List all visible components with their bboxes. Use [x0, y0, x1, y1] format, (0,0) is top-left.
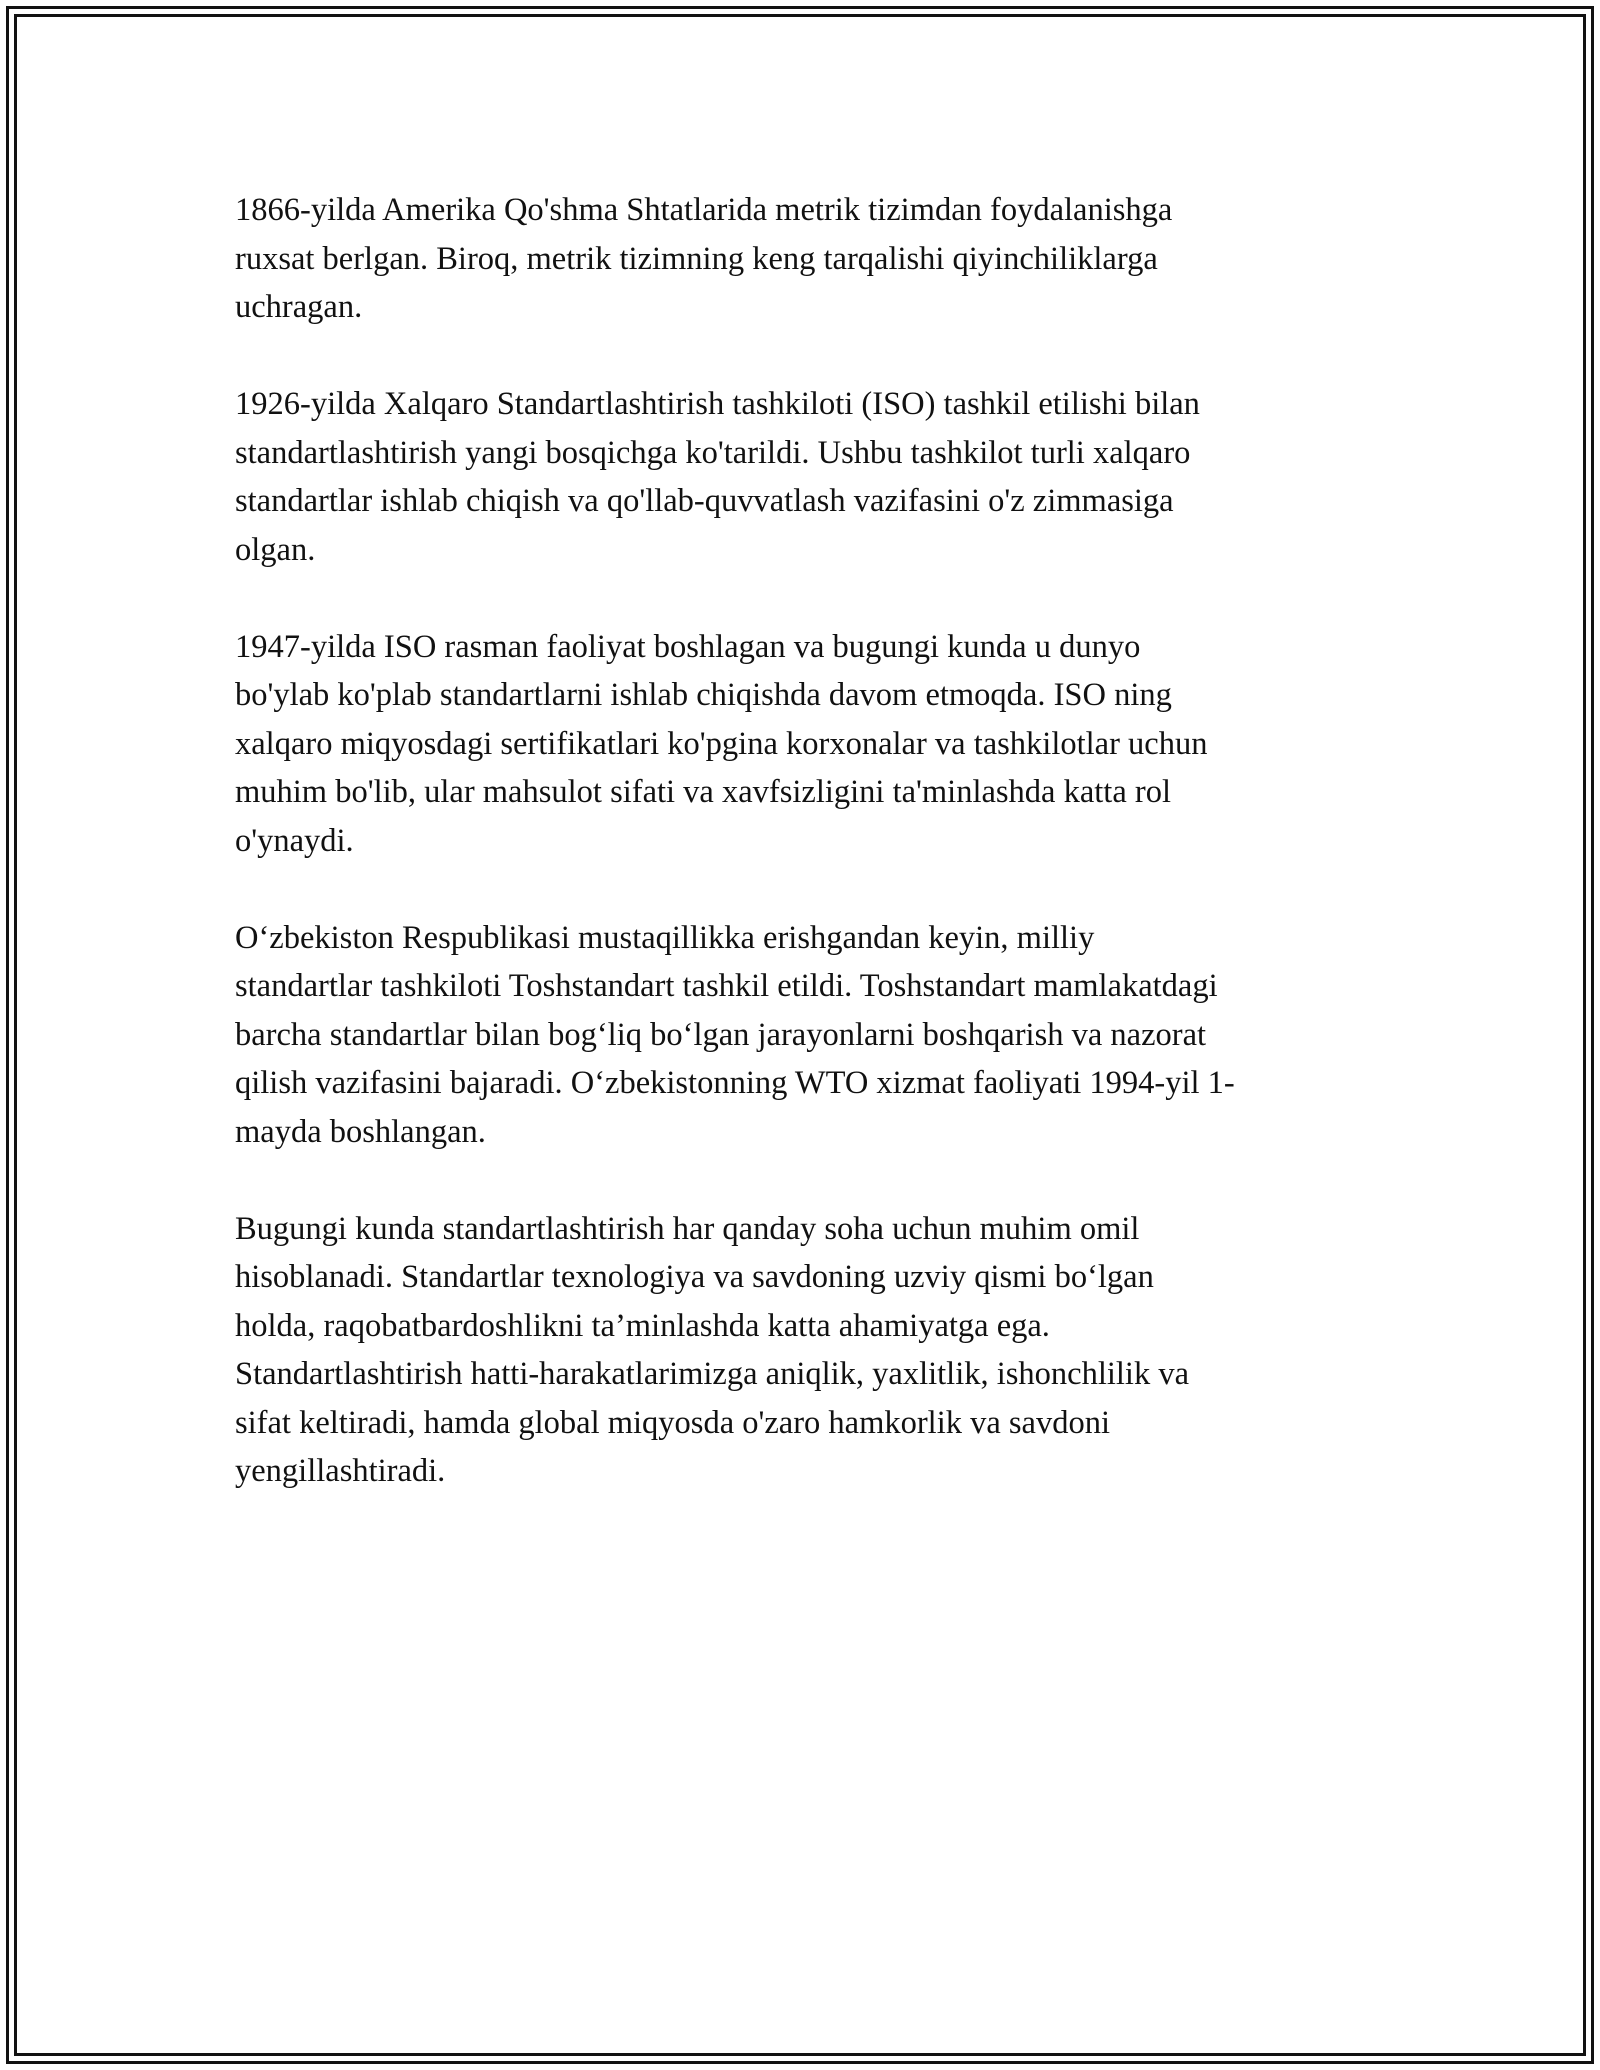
paragraph-toshstandart: O‘zbekiston Respublikasi mustaqillikka erishgandan keyin, milliy standartlar tashkiloti Toshstandart tashkil etildi. Toshstandart mamlakatdagi barcha standartlar bilan bog‘liq bo‘lgan jarayonlarni boshqarish va nazorat qilish vazifasini bajaradi. O‘zbekistonning WTO xizmat faoliyati 1994-yil 1- mayda boshlangan.	[235, 919, 1235, 1150]
document-body	[235, 186, 1375, 1544]
paragraph-standardization-today: Bugungi kunda standartlashtirish har qanday soha uchun muhim omil hisoblanadi. Standartlar texnologiya va savdoning uzviy qismi bo‘lgan holda, raqobatbardoshlikni ta’minlashda katta ahamiyatga ega. Standartlashtirish hatti-harakatlarimizga aniqlik, yaxlitlik, ishonchlilik va sifat keltiradi, hamda global miqyosda o'zaro hamkorlik va savdoni yengillashtiradi.	[235, 1210, 1190, 1489]
paragraph-iso-1926: 1926-yilda Xalqaro Standartlashtirish tashkiloti (ISO) tashkil etilishi bilan standartlashtirish yangi bosqichga ko'tarildi. Ushbu tashkilot turli xalqaro standartlar ishlab chiqish va qo'llab-quvvatlash vazifasini o'z zimmasiga olgan.	[235, 386, 1200, 568]
paragraph-metric-system-1866: 1866-yilda Amerika Qo'shma Shtatlarida metrik tizimdan foydalanishga ruxsat berlgan. Biroq, metrik tizimning keng tarqalishi qiyinchiliklarga uchragan.	[235, 192, 1173, 325]
paragraph-iso-1947: 1947-yilda ISO rasman faoliyat boshlagan va bugungi kunda u dunyo bo'ylab ko'plab standartlarni ishlab chiqishda davom etmoqda. ISO ning xalqaro miqyosdagi sertifikatlari ko'pgina korxonalar va tashkilotlar uchun muhim bo'lib, ular mahsulot sifati va xavfsizligini ta'minlashda katta rol o'ynaydi.	[235, 628, 1208, 859]
